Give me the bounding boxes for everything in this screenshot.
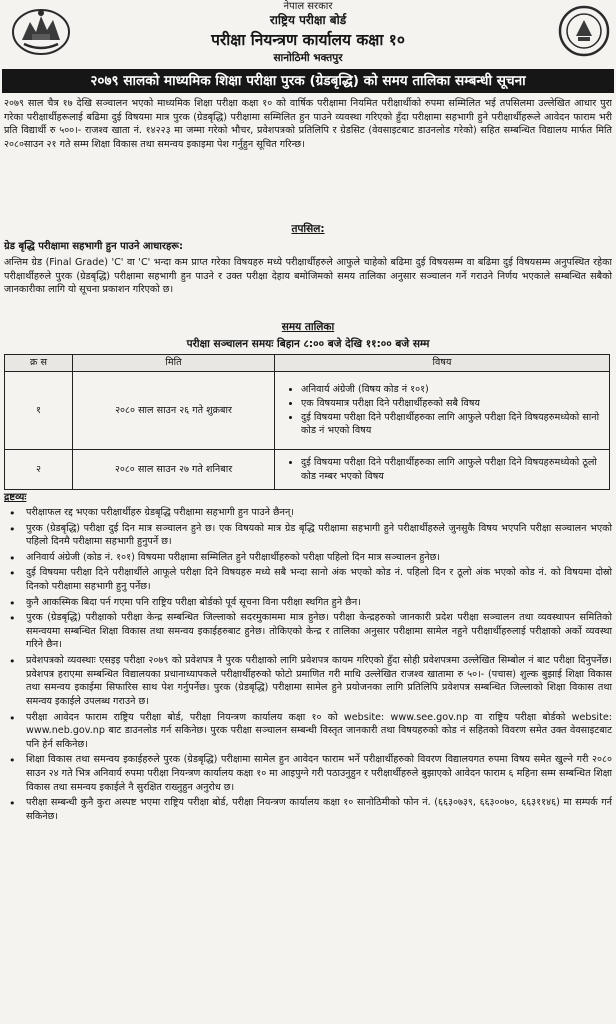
subject-item: • दुई विषयमा परीक्षा दिने परीक्षार्थीहरुका लागि आफुले परीक्षा दिने विषयहरुमध्येको ठूलो कोड नम्बर भएको विषय <box>301 456 605 483</box>
government-name: नेपाल सरकार <box>283 1 333 12</box>
column-header: मिति <box>73 355 275 372</box>
schedule-title: समय तालिका <box>281 321 335 333</box>
note-item: • परीक्षाफल रद्द भएका परीक्षार्थीहरु ग्रेडबृद्धि परीक्षामा सहभागी हुन पाउने छैनन्। <box>26 506 612 520</box>
subjects-cell <box>275 450 610 490</box>
subject-item: • दुई विषयमा परीक्षा दिने परीक्षार्थीहरुका लागि आफुले परीक्षा दिने विषयहरुमध्येको सानो कोड नं भएको विषय <box>301 411 605 438</box>
note-item: • पुरक (ग्रेडबृद्धि) परीक्षा दुई दिन मात्र सञ्चालन हुने छ। एक विषयको मात्र ग्रेड बृद्धि परीक्षामा सहभागी हुने परीक्षार्थीहरुले जुनसुकै विषय भएपनि परीक्षा सञ्चालन भएको पहिलो दिनमै परीक्षामा सहभागी हुनुपर्ने छ। <box>26 522 612 549</box>
exam-time: परीक्षा सञ्चालन समयः बिहान ८:०० बजे देखि ११:०० बजे सम्म <box>186 338 430 350</box>
notes-heading: द्रष्टव्यः <box>4 492 27 503</box>
note-item: • पुरक (ग्रेडबृद्धि) परीक्षाको परीक्षा केन्द्र सम्बन्धित जिल्लाको सदरमुकाममा मात्र हुनेछ। परीक्षा केन्द्रहरुको जानकारी प्रदेश परीक्षा सञ्चालन तथा व्यवस्थापन समितिको समन्वयमा सम्बन्धित शिक्षा विकास तथा समन्वय इकाईहरुबाट हुनेछ। तोकिएको केन्द्र र तालिका अनुसार परीक्षामा सामेल नहुने परीक्षार्थीहरुलाई परीक्षाको अर्को व्यवस्था गरिने छैन। <box>26 611 612 652</box>
column-header: क्र स <box>5 355 73 372</box>
office-location: सानोठिमी भक्तपुर <box>273 52 343 64</box>
eligibility-heading: ग्रेड बृद्धि परीक्षामा सहभागी हुन पाउने आधारहरू: <box>4 241 184 252</box>
note-item: • कुनै आकस्मिक बिदा पर्न गएमा पनि राष्ट्रिय परीक्षा बोर्डको पूर्व सूचना विना परीक्षा स्थगित हुने छैन। <box>26 596 612 610</box>
table-row <box>5 450 610 490</box>
subject-item: • अनिवार्य अंग्रेजी (विषय कोड नं १०१) <box>301 383 605 397</box>
note-item: • अनिवार्य अंग्रेजी (कोड नं. १०१) विषयमा परीक्षामा सम्मिलित हुने परीक्षार्थीहरुको परीक्षा पहिलो दिन मात्र सञ्चालन हुनेछ। <box>26 551 612 565</box>
tapsil-heading: तपसिल: <box>291 223 325 235</box>
note-item: • शिक्षा विकास तथा समन्वय इकाईहरुले पुरक (ग्रेडबृद्धि) परीक्षामा सामेल हुन आवेदन फाराम भर्ने परीक्षार्थीहरुको विवरण विद्यालयगत रुपमा विषय समेत खुल्ने गरी २०८० साउन २४ गते भित्र अनिवार्य रुपमा परीक्षा नियन्त्रण कार्यालय कक्षा १० मा आइपुग्ने गरी पठाउनुहुन र परीक्षार्थीहरुले बुझाएको आवेदन फाराम ६ महिना सम्म सम्बन्धित शिक्षा विकास तथा समन्वय इकाईले नै सुरक्षित राख्नुहुन अनुरोध छ। <box>26 753 612 794</box>
date-cell: २०८० साल साउन २६ गते शुक्रबार <box>73 372 275 450</box>
office-name: परीक्षा नियन्त्रण कार्यालय कक्षा १० <box>211 31 405 49</box>
table-header-row <box>5 355 610 372</box>
serial-cell: २ <box>5 450 73 490</box>
intro-paragraph: २०७९ साल चैत्र १७ देखि सञ्चालन भएको माध्यमिक शिक्षा परीक्षा कक्षा १० को वार्षिक परीक्षामा नियमित परीक्षार्थीको रुपमा सम्मिलित भई तपसिलमा उल्लेखित आधार पुरा गरेका परीक्षार्थीहरूलाई बढिमा दुई विषयमा मात्र पुरक (ग्रेडबृद्धि) परीक्षामा सम्मिलित हुन पाउने व्यवस्था गरिएको हुँदा परीक्षामा सहभागी हुने परीक्षार्थीहरूले आवेदन फाराम भरी प्रति विद्यार्थी रु ५००।- राजश्व खाता नं. १४२२३ मा जम्मा गरेको भौचर, प्रवेशपत्रको प्रतिलिपि र ग्रेडसिट (वेवसाइटबाट डाउनलोड गरेको) सहित सम्बन्धित विद्यालय मार्फत मिति २०८०साउन २१ गते सम्म शिक्षा विकास तथा समन्वय इकाइमा पेश गर्नुहुन सूचित गरिन्छ। <box>4 98 612 150</box>
notes-list <box>4 506 612 825</box>
note-item: • परीक्षा आवेदन फाराम राष्ट्रिय परीक्षा बोर्ड, परीक्षा नियन्त्रण कार्यालय कक्षा १० को website: www.see.gov.np वा राष्ट्रिय परीक्षा बोर्डको website: www.neb.gov.np बाट डाउनलोड गर्न सकिनेछ। पुरक परीक्षा सञ्चालन सम्बन्धी विस्तृत जानकारी तथा विषयहरुको कोड नं सहितको विवरण समेत उक्त वेवसाइटबाट पनि हेर्न सकिनेछ। <box>26 711 612 752</box>
serial-cell: १ <box>5 372 73 450</box>
note-item: • प्रवेशपत्रको व्यवस्थाः एसइइ परीक्षा २०७९ को प्रवेशपत्र नै पुरक परीक्षाको लागि प्रवेशपत्र कायम गरिएको हुँदा सोही प्रवेशपत्रमा उल्लेखित सिम्बोल नं बाट परीक्षा दिनुपर्नेछ। प्रवेशपत्र हराएमा सम्बन्धित विद्यालयका प्रधानाध्यापकले परीक्षार्थीहरुको फोटो प्रमाणित गरी माथि उल्लेखित राजश्व खातामा रु ५०।- (पचास) शुल्क बुझाई शिक्षा विकास तथा समन्वय इकाईमा सिफारिस साथ पेश गर्नुपर्नेछ। पुरक (ग्रेडबृद्धि) परीक्षामा सामेल हुने प्रयोजनका लागि प्रतिलिपि प्रवेशपत्र सम्बन्धित जिल्लाको शिक्षा विकास तथा समन्वय इकाईले उपलब्ध गराउने छ। <box>26 654 612 708</box>
board-name: राष्ट्रिय परीक्षा बोर्ड <box>269 13 347 27</box>
notice-title-banner: २०७९ सालको माध्यमिक शिक्षा परीक्षा पुरक (ग्रेडबृद्धि) को समय तालिका सम्बन्धी सूचना <box>2 69 614 93</box>
note-item: • परीक्षा सम्बन्धी कुनै कुरा अस्पष्ट भएमा राष्ट्रिय परीक्षा बोर्ड, परीक्षा नियन्त्रण कार्यालय कक्षा १० सानोठिमीको फोन नं. (६६३०७३९, ६६३००७०, ६६३११४६) मा सम्पर्क गर्न सकिनेछ। <box>26 796 612 823</box>
column-header: विषय <box>275 355 610 372</box>
date-cell: २०८० साल साउन २७ गते शनिबार <box>73 450 275 490</box>
subject-item: • एक विषयमात्र परीक्षा दिने परीक्षार्थीहरुको सबै विषय <box>301 397 605 411</box>
eligibility-paragraph: अन्तिम ग्रेड (Final Grade) 'C' वा 'C' भन्दा कम प्राप्त गरेका विषयहरु मध्ये परीक्षार्थीहरुले आफुले चाहेको बढिमा दुई विषयसम्म वा बढिमा दुई विषयसम्म अनुपस्थित रहेका परीक्षार्थीहरुले पुरक (ग्रेडबृद्धि) परीक्षामा सहभागी हुन पाउने र उक्त परीक्षा देहाय बमोजिमको समय तालिका अनुसार सञ्चालन गर्ने गराउने निर्णय भएकाले सम्बन्धित सबैको जानकारीका लागि यो सूचना प्रकाशन गरिएको छ। <box>4 257 612 296</box>
note-item: • दुई विषयमा परीक्षा दिने परीक्षार्थीले आफूले परीक्षा दिने विषयहरु मध्ये सबै भन्दा सानो अंक भएको कोड नं. पहिलो दिन र ठूलो अंक भएको कोड नं. को विषयमा दोस्रो दिनको परीक्षामा सहभागी हुनु पर्नेछ। <box>26 566 612 593</box>
schedule-table <box>4 354 610 490</box>
table-row <box>5 372 610 450</box>
subjects-cell <box>275 372 610 450</box>
